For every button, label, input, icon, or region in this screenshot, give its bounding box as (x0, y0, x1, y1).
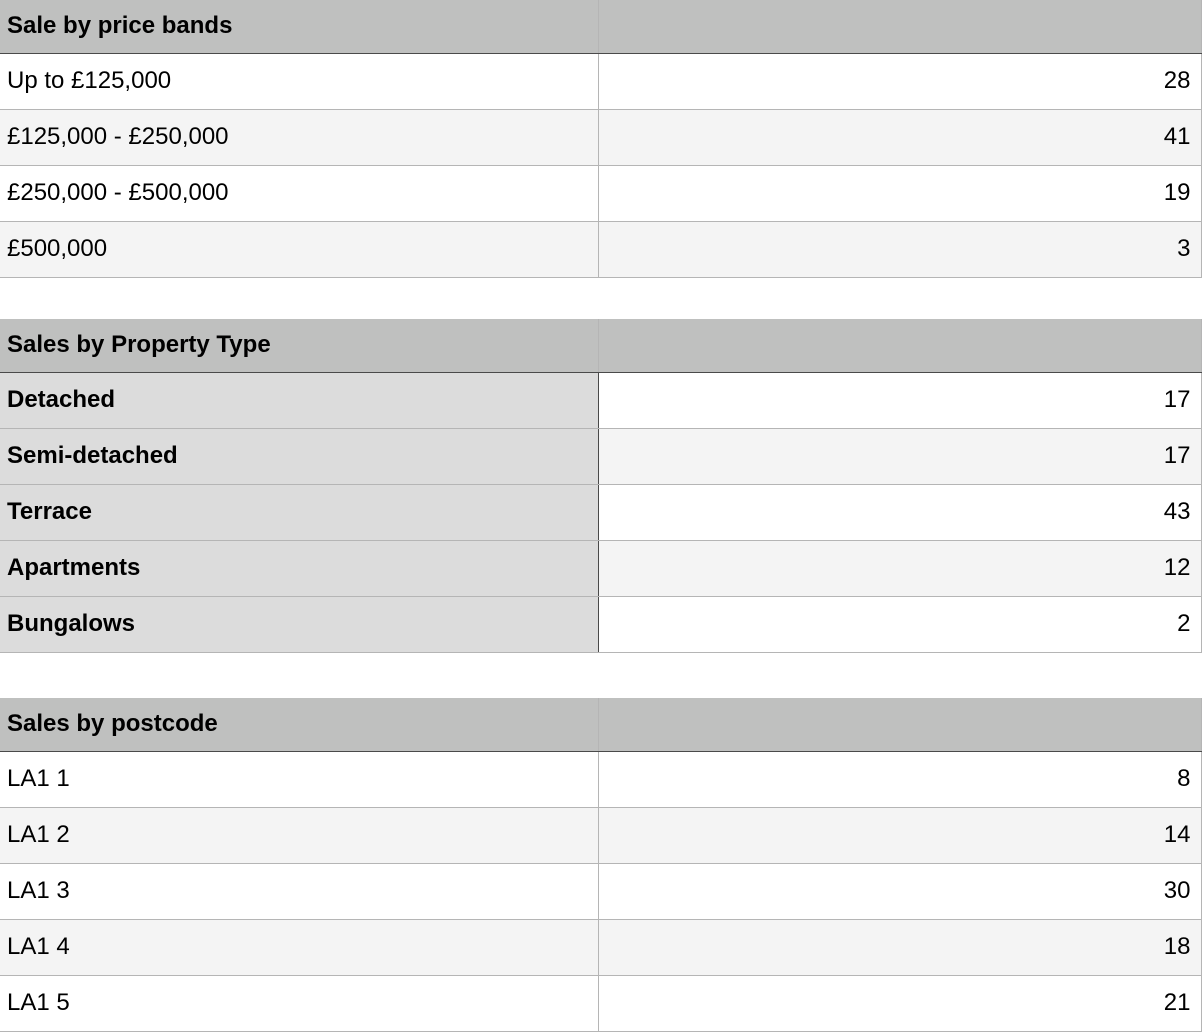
table-title[interactable]: Sale by price bands (0, 0, 598, 53)
row-label-cell[interactable]: LA1 3 (0, 863, 598, 919)
table-row (0, 751, 1201, 807)
table-row (0, 975, 1201, 1031)
property-type-table (0, 319, 1202, 653)
row-label-cell[interactable]: LA1 5 (0, 975, 598, 1031)
row-header-cell[interactable]: Terrace (0, 484, 598, 540)
table-row (0, 484, 1201, 540)
table-header-row (0, 698, 1201, 751)
header-empty-cell[interactable] (598, 698, 1201, 751)
row-value-cell[interactable]: 41 (598, 109, 1201, 165)
row-label-cell[interactable]: £500,000 (0, 221, 598, 277)
row-value-cell[interactable]: 2 (598, 596, 1201, 652)
postcode-table (0, 698, 1202, 1032)
row-header-cell[interactable]: Bungalows (0, 596, 598, 652)
row-label-cell[interactable]: £125,000 - £250,000 (0, 109, 598, 165)
table-row (0, 596, 1201, 652)
row-value-cell[interactable]: 21 (598, 975, 1201, 1031)
table-row (0, 109, 1201, 165)
table-title[interactable]: Sales by Property Type (0, 319, 598, 372)
row-value-cell[interactable]: 43 (598, 484, 1201, 540)
header-empty-cell[interactable] (598, 319, 1201, 372)
row-label-cell[interactable]: Up to £125,000 (0, 53, 598, 109)
table-title[interactable]: Sales by postcode (0, 698, 598, 751)
row-value-cell[interactable]: 30 (598, 863, 1201, 919)
table-row (0, 863, 1201, 919)
table-row (0, 165, 1201, 221)
row-value-cell[interactable]: 17 (598, 428, 1201, 484)
row-label-cell[interactable]: LA1 2 (0, 807, 598, 863)
table-row (0, 540, 1201, 596)
row-label-cell[interactable]: LA1 1 (0, 751, 598, 807)
row-header-cell[interactable]: Apartments (0, 540, 598, 596)
row-value-cell[interactable]: 28 (598, 53, 1201, 109)
table-header-row (0, 0, 1201, 53)
row-value-cell[interactable]: 17 (598, 372, 1201, 428)
header-empty-cell[interactable] (598, 0, 1201, 53)
table-row (0, 919, 1201, 975)
row-value-cell[interactable]: 14 (598, 807, 1201, 863)
row-label-cell[interactable]: LA1 4 (0, 919, 598, 975)
table-row (0, 221, 1201, 277)
table-row (0, 428, 1201, 484)
row-value-cell[interactable]: 3 (598, 221, 1201, 277)
table-row (0, 372, 1201, 428)
row-header-cell[interactable]: Detached (0, 372, 598, 428)
table-row (0, 807, 1201, 863)
row-value-cell[interactable]: 18 (598, 919, 1201, 975)
row-value-cell[interactable]: 12 (598, 540, 1201, 596)
table-row (0, 53, 1201, 109)
table-header-row (0, 319, 1201, 372)
row-label-cell[interactable]: £250,000 - £500,000 (0, 165, 598, 221)
row-header-cell[interactable]: Semi-detached (0, 428, 598, 484)
row-value-cell[interactable]: 8 (598, 751, 1201, 807)
price-bands-table (0, 0, 1202, 278)
row-value-cell[interactable]: 19 (598, 165, 1201, 221)
